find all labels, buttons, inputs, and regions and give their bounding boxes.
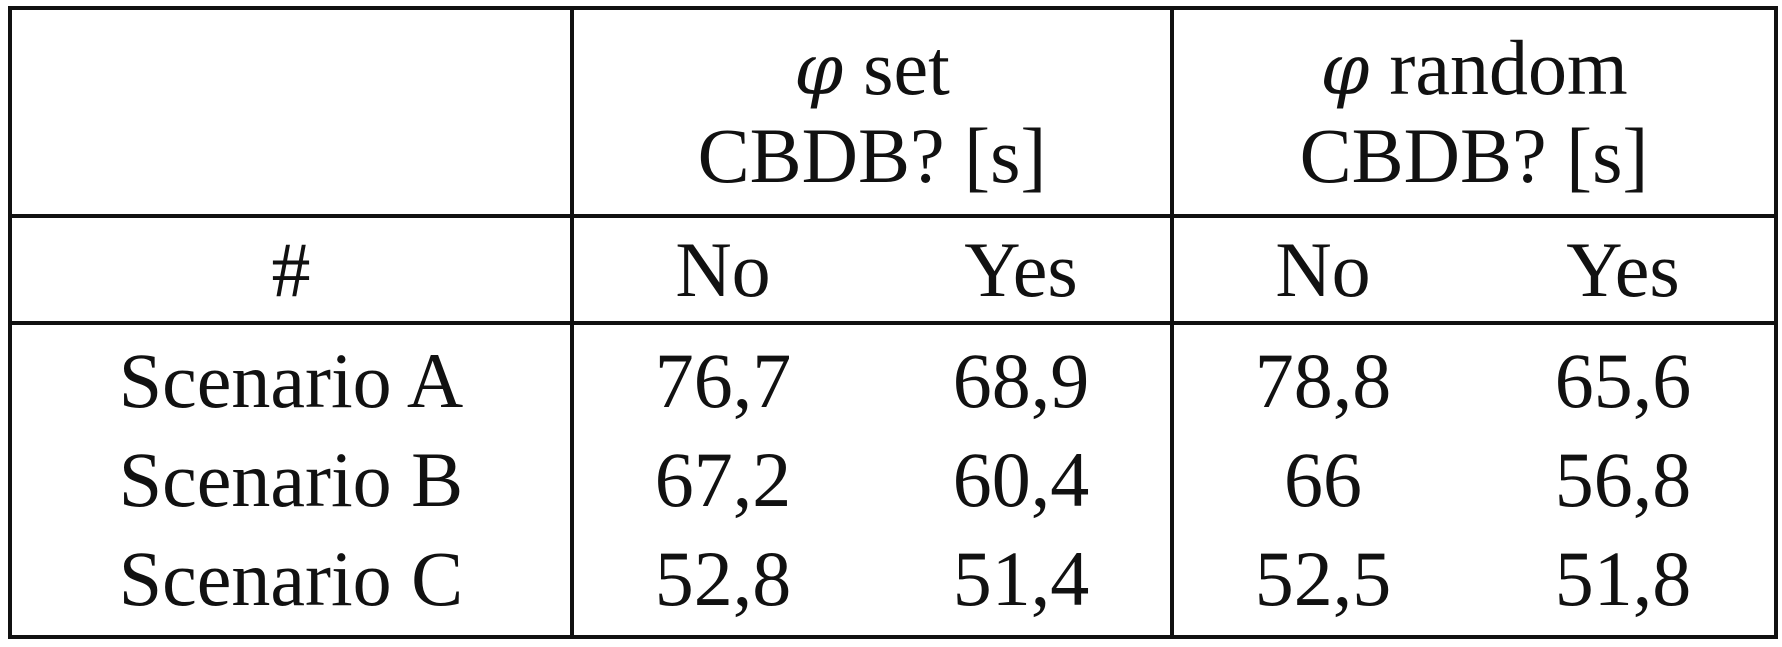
- empty-corner-cell: [10, 8, 572, 216]
- col-header-random-no: No: [1172, 216, 1472, 323]
- cell-value: 51,8: [1554, 534, 1692, 622]
- col-header-set-yes: Yes: [872, 216, 1172, 323]
- results-table: [8, 6, 1778, 639]
- table-row: [10, 323, 1776, 428]
- col-header-set-no: No: [572, 216, 872, 323]
- cell-value: 67,2: [654, 435, 792, 523]
- row-label-scenario-c: Scenario C: [10, 532, 572, 637]
- results-table-container: [8, 6, 1774, 639]
- cell-value: 52,8: [654, 534, 792, 622]
- table-row: [10, 532, 1776, 637]
- cell-value: 68,9: [872, 323, 1172, 428]
- row-label-scenario-a: Scenario A: [10, 323, 572, 428]
- column-header-row: [10, 216, 1776, 323]
- cell-value: 60,4: [872, 428, 1172, 533]
- group-title-phi-set: [574, 24, 1170, 112]
- group-header-phi-set: [572, 8, 1172, 216]
- group-label-set: set: [863, 24, 950, 112]
- cell-value: 76,7: [654, 337, 792, 425]
- cell-value: 65,6: [1554, 337, 1692, 425]
- col-header-random-yes: Yes: [1472, 216, 1776, 323]
- row-label-scenario-b: Scenario B: [10, 428, 572, 533]
- group-header-row: [10, 8, 1776, 216]
- group-label-random: random: [1389, 24, 1628, 112]
- group-title-phi-random: [1174, 24, 1774, 112]
- cell-value: 52,5: [1254, 534, 1392, 622]
- table-row: [10, 428, 1776, 533]
- group-header-phi-random: [1172, 8, 1776, 216]
- cell-value: 51,4: [872, 532, 1172, 637]
- cell-value: 66: [1284, 435, 1362, 523]
- group-sub-label: CBDB? [s]: [697, 112, 1047, 200]
- phi-symbol: φ: [794, 29, 844, 112]
- cell-value: 56,8: [1554, 435, 1692, 523]
- group-sub-label: CBDB? [s]: [1299, 112, 1649, 200]
- row-header-hash: #: [10, 216, 572, 323]
- phi-symbol: φ: [1320, 29, 1370, 112]
- cell-value: 78,8: [1254, 337, 1392, 425]
